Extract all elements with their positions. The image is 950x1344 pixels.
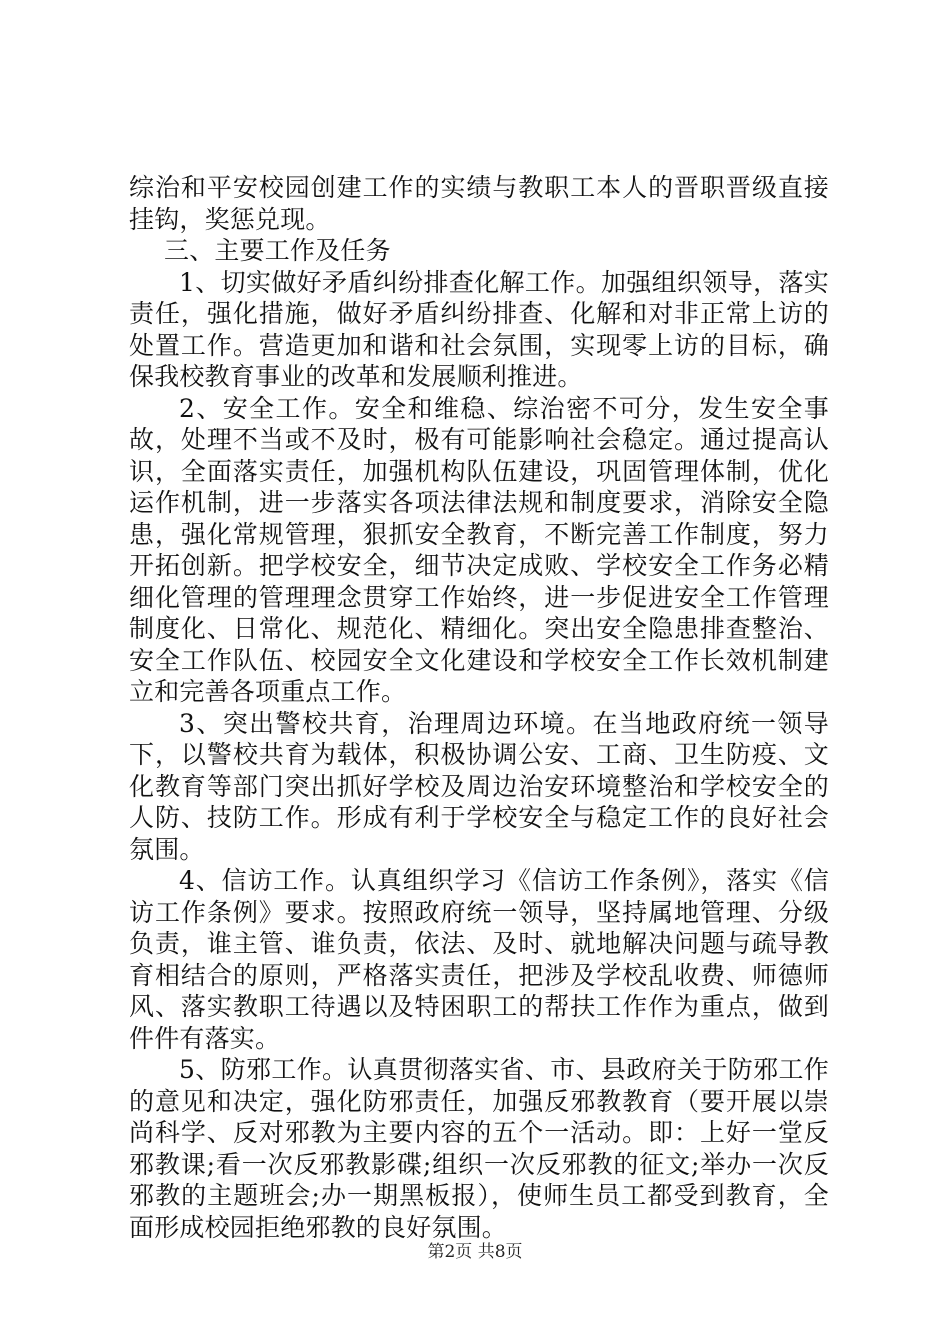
paragraph-continuation: 综治和平安校园创建工作的实绩与教职工本人的晋职晋级直接挂钩，奖惩兑现。 [129, 173, 829, 234]
paragraph-item-2: 2、安全工作。安全和维稳、综治密不可分，发生安全事故，处理不当或不及时，极有可能影响社会稳定。通过提高认识，全面落实责任，加强机构队伍建设，巩固管理体制，优化运作机制，进一步落实各项法律法规和制度要求，消除安全隐患，强化常规管理，狠抓安全教育，不断完善工作制度，努力开拓创新。把学校安全，细节决定成败、学校安全工作务必精细化管理的管理理念贯穿工作始终，进一步促进安全工作管理制度化、日常化、规范化、精细化。突出安全隐患排查整治、安全工作队伍、校园安全文化建设和学校安全工作长效机制建立和完善各项重点工作。 [129, 393, 829, 706]
paragraph-item-4: 4、信访工作。认真组织学习《信访工作条例》，落实《信访工作条例》要求。按照政府统一领导，坚持属地管理、分级负责，谁主管、谁负责，依法、及时、就地解决问题与疏导教育相结合的原则，严格落实责任，把涉及学校乱收费、师德师风、落实教职工待遇以及特困职工的帮扶工作作为重点，做到件件有落实。 [129, 866, 829, 1053]
paragraph-item-1: 1、切实做好矛盾纠纷排查化解工作。加强组织领导，落实责任，强化措施，做好矛盾纠纷排查、化解和对非正常上访的处置工作。营造更加和谐和社会氛围，实现零上访的目标，确保我校教育事业的改革和发展顺利推进。 [129, 267, 829, 391]
section-heading: 三、主要工作及任务 [164, 236, 391, 265]
paragraph-item-3: 3、突出警校共育，治理周边环境。在当地政府统一领导下，以警校共育为载体，积极协调公安、工商、卫生防疫、文化教育等部门突出抓好学校及周边治安环境整治和学校安全的人防、技防工作。形成有利于学校安全与稳定工作的良好社会氛围。 [129, 708, 829, 864]
paragraph-item-5: 5、防邪工作。认真贯彻落实省、市、县政府关于防邪工作的意见和决定，强化防邪责任，加强反邪教教育（要开展以崇尚科学、反对邪教为主要内容的五个一活动。即：上好一堂反邪教课;看一次反邪教影碟;组织一次反邪教的征文;举办一次反邪教的主题班会;办一期黑板报），使师生员工都受到教育，全面形成校园拒绝邪教的良好氛围。 [129, 1055, 829, 1242]
document-body [129, 172, 829, 1243]
page-number-footer: 第2页 共8页 [427, 1242, 523, 1262]
